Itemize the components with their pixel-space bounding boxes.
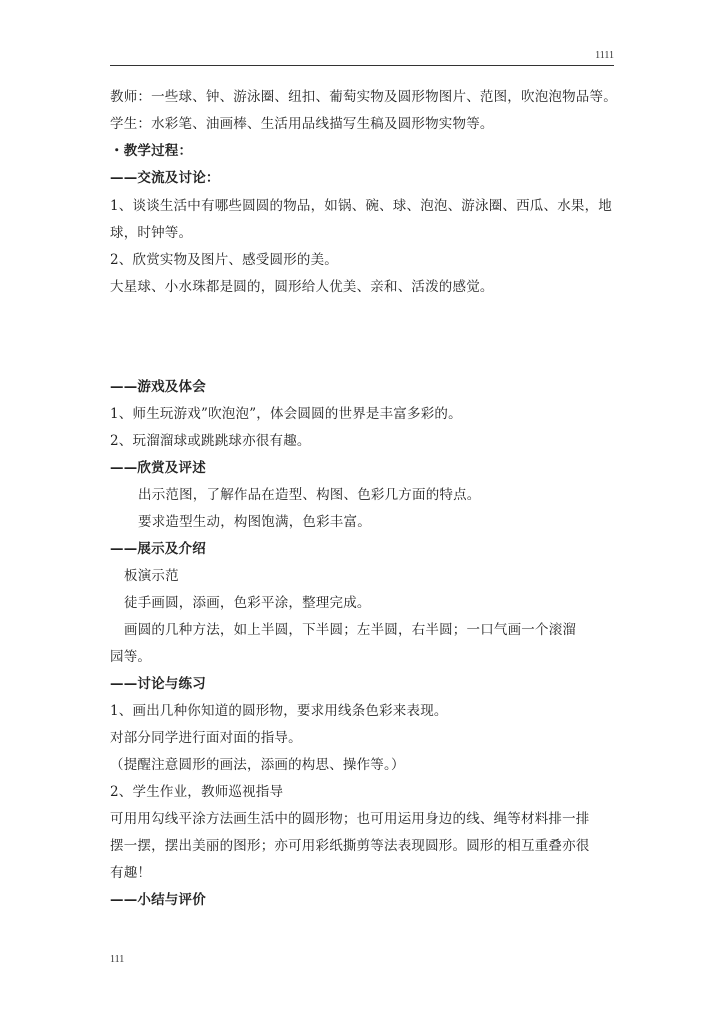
paragraph-line: 徒手画圆，添画，色彩平涂，整理完成。 xyxy=(124,595,371,611)
header-page-number: 1111 xyxy=(595,50,614,61)
paragraph-line: 园等。 xyxy=(110,649,152,665)
section-heading-practice: ——讨论与练习 xyxy=(110,676,206,692)
paragraph-line: 可用用勾线平涂方法画生活中的圆形物；也可用运用身边的线、绳等材料排一排 xyxy=(110,811,590,827)
paragraph-line: 要求造型生动，构图饱满，色彩丰富。 xyxy=(138,514,371,530)
paragraph-line: 2、欣赏实物及图片、感受圆形的美。 xyxy=(110,252,338,268)
section-heading-process: ・教学过程： xyxy=(110,143,193,159)
paragraph-line: 板演示范 xyxy=(124,568,179,584)
section-heading-summary: ——小结与评价 xyxy=(110,892,206,908)
paragraph-line: 有趣！ xyxy=(110,865,152,881)
paragraph-line: 2、学生作业，教师巡视指导 xyxy=(110,784,284,800)
paragraph-line: 1、师生玩游戏”吹泡泡”，体会圆圆的世界是丰富多彩的。 xyxy=(110,406,462,422)
section-heading-demonstration: ——展示及介绍 xyxy=(110,541,206,557)
paragraph-line: 球，时钟等。 xyxy=(110,225,193,241)
section-heading-appreciation: ——欣赏及评述 xyxy=(110,460,206,476)
paragraph-line: 对部分同学进行面对面的指导。 xyxy=(110,730,302,746)
paragraph-line: 1、谈谈生活中有哪些圆圆的物品，如锅、碗、球、泡泡、游泳圈、西瓜、水果，地 xyxy=(110,198,612,214)
paragraph-line: 画圆的几种方法，如上半圆，下半圆；左半圆，右半圆；一口气画一个滚溜 xyxy=(124,622,577,638)
paragraph-line: 出示范图，了解作品在造型、构图、色彩几方面的特点。 xyxy=(138,487,481,503)
paragraph-line: 大星球、小水珠都是圆的，圆形给人优美、亲和、活泼的感觉。 xyxy=(110,279,494,295)
paragraph-line: 摆一摆，摆出美丽的图形；亦可用彩纸撕剪等法表现圆形。圆形的相互重叠亦很 xyxy=(110,838,590,854)
section-heading-discussion: ——交流及讨论： xyxy=(110,170,220,186)
materials-student: 学生：水彩笔、油画棒、生活用品线描写生稿及圆形物实物等。 xyxy=(110,116,494,132)
paragraph-line: 1、画出几种你知道的圆形物，要求用线条色彩来表现。 xyxy=(110,703,448,719)
paragraph-line: 2、玩溜溜球或跳跳球亦很有趣。 xyxy=(110,433,311,449)
materials-teacher: 教师：一些球、钟、游泳圈、纽扣、葡萄实物及圆形物图片、范图，吹泡泡物品等。 xyxy=(110,89,617,105)
footer-page-number: 111 xyxy=(110,954,125,965)
section-heading-game: ——游戏及体会 xyxy=(110,379,206,395)
paragraph-line: （提醒注意圆形的画法，添画的构思、操作等。） xyxy=(110,757,405,773)
header-rule xyxy=(110,65,614,66)
